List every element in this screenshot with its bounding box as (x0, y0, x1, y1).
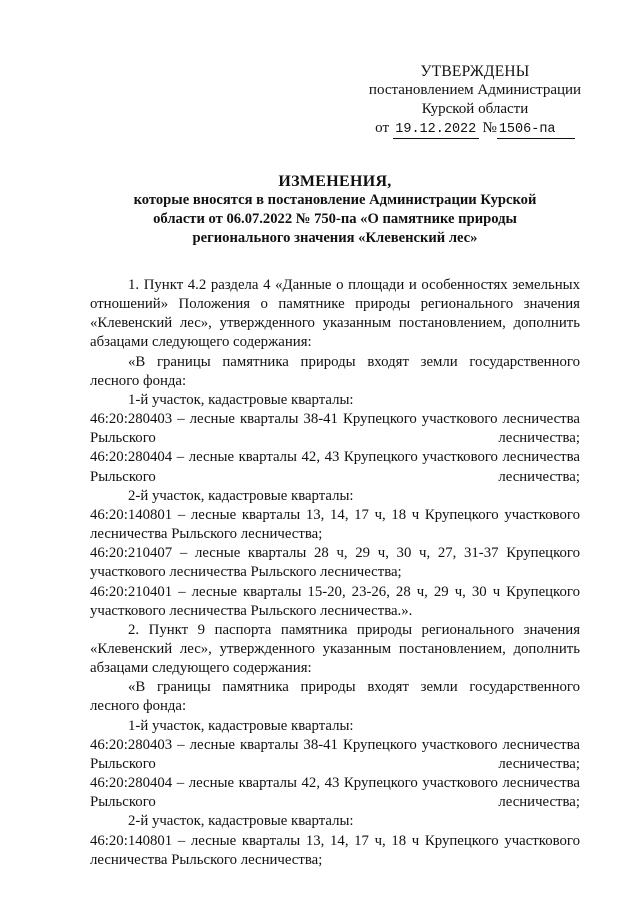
document-heading (90, 172, 580, 248)
heading-line-2: которые вносятся в постановление Администрации Курской (133, 192, 537, 208)
paragraph-5: 46:20:280404 – лесные кварталы 42, 43 Крупецкого участкового лесничества Рыльского лесничества; (90, 449, 580, 485)
paragraph-3: 1-й участок, кадастровые кварталы: (128, 391, 354, 408)
heading-line-3: области от 06.07.2022 № 750-па «О памятнике природы (153, 211, 517, 227)
paragraph-4: 46:20:280403 – лесные кварталы 38-41 Крупецкого участкового лесничества Рыльского лесничества; (90, 411, 580, 447)
paragraph-12: 1-й участок, кадастровые кварталы: (128, 717, 354, 734)
approval-line-2: Курской области (421, 101, 529, 117)
paragraph-15: 2-й участок, кадастровые кварталы: (128, 813, 354, 830)
paragraph-16: 46:20:140801 – лесные кварталы 13, 14, 17 ч, 18 ч Крупецкого участкового лесничества Рыльского лесничества; (90, 832, 580, 868)
heading-title: ИЗМЕНЕНИЯ, (278, 173, 392, 190)
paragraph-9: 46:20:210401 – лесные кварталы 15-20, 23-26, 28 ч, 29 ч, 30 ч Крупецкого участкового лесничества Рыльского лесничества.». (90, 583, 580, 619)
paragraph-1: 1. Пункт 4.2 раздела 4 «Данные о площади и особенностях земельных отношений» Положения о памятнике природы регионального значения «Клевенский лес», утвержденного указанным постановлением, дополнить абзацами следующего содержания: (90, 277, 580, 351)
approval-number: 1506-па (497, 122, 575, 139)
paragraph-10: 2. Пункт 9 паспорта памятника природы регионального значения «Клевенский лес», утвержденного указанным постановлением, дополнить абзацами следующего содержания: (90, 621, 580, 677)
approval-line-1: постановлением Администрации (368, 82, 582, 98)
approval-title: УТВЕРЖДЕНЫ (420, 63, 530, 80)
approval-number-label: № (482, 120, 497, 136)
paragraph-2: «В границы памятника природы входят земли государственного лесного фонда: (90, 353, 580, 389)
heading-line-4: регионального значения «Клевенский лес» (192, 230, 478, 246)
approval-date: 19.12.2022 (393, 122, 479, 139)
document-body (90, 276, 580, 870)
paragraph-6: 2-й участок, кадастровые кварталы: (128, 487, 354, 504)
paragraph-14: 46:20:280404 – лесные кварталы 42, 43 Крупецкого участкового лесничества Рыльского лесничества; (90, 775, 580, 811)
approval-block (355, 62, 595, 139)
paragraph-11: «В границы памятника природы входят земли государственного лесного фонда: (90, 679, 580, 715)
paragraph-7: 46:20:140801 – лесные кварталы 13, 14, 17 ч, 18 ч Крупецкого участкового лесничества Рыльского лесничества; (90, 506, 580, 543)
approval-from-label: от (375, 120, 390, 136)
approval-date-number-line (355, 119, 595, 139)
paragraph-13: 46:20:280403 – лесные кварталы 38-41 Крупецкого участкового лесничества Рыльского лесничества; (90, 736, 580, 772)
paragraph-8: 46:20:210407 – лесные кварталы 28 ч, 29 ч, 30 ч, 27, 31-37 Крупецкого участкового лесничества Рыльского лесничества; (90, 545, 580, 581)
